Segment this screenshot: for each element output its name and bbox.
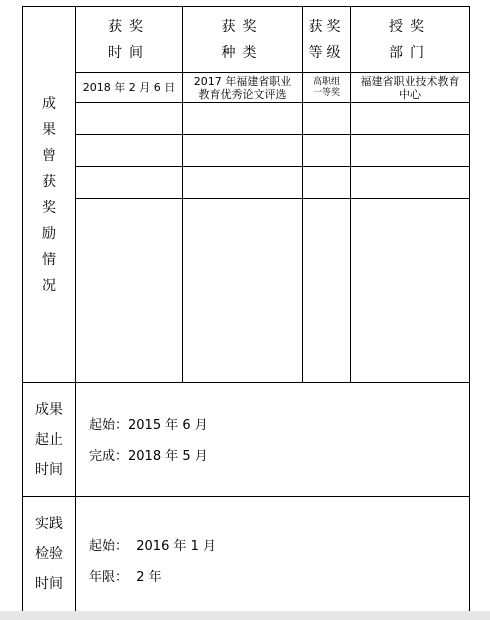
practice-start-text: 起始： 2016 年 1 月 — [89, 539, 217, 554]
label-char: 成 — [42, 95, 56, 112]
award-level-cell: 高职组 一等奖 — [312, 76, 340, 98]
practice-section-label: 实践 检验 时间 — [35, 516, 63, 592]
practice-duration-text: 年限： 2 年 — [89, 570, 162, 585]
label-char: 励 — [42, 225, 56, 242]
label-char: 况 — [42, 277, 56, 294]
header-award-type: 获奖 种类 — [221, 18, 264, 61]
section-divider — [22, 496, 470, 497]
period-start-text: 起始：2015 年 6 月 — [89, 418, 208, 433]
table-border-right — [469, 6, 470, 612]
row-divider — [75, 134, 470, 135]
award-date-cell: 2018 年 2 月 6 日 — [82, 81, 176, 94]
award-section-label — [23, 7, 75, 382]
label-char: 果 — [42, 121, 56, 138]
row-divider — [75, 102, 470, 103]
row-divider — [75, 166, 470, 167]
label-char: 情 — [42, 251, 56, 268]
period-section-label: 成果 起止 时间 — [35, 401, 63, 478]
award-type-cell: 2017 年福建省职业 教育优秀论文评选 — [193, 74, 292, 101]
section-divider — [22, 382, 470, 383]
award-department-cell: 福建省职业技术教育 中心 — [360, 74, 460, 101]
row-divider — [75, 198, 470, 199]
scrollbar-track[interactable] — [0, 611, 490, 620]
header-award-date: 获奖 时间 — [108, 18, 150, 61]
label-char: 奖 — [42, 199, 56, 216]
period-end-text: 完成：2018 年 5 月 — [89, 449, 208, 464]
header-award-department: 授奖 部门 — [389, 18, 431, 61]
label-char: 曾 — [42, 147, 56, 164]
header-award-level: 获奖 等级 — [308, 18, 345, 61]
label-char: 获 — [42, 173, 56, 190]
